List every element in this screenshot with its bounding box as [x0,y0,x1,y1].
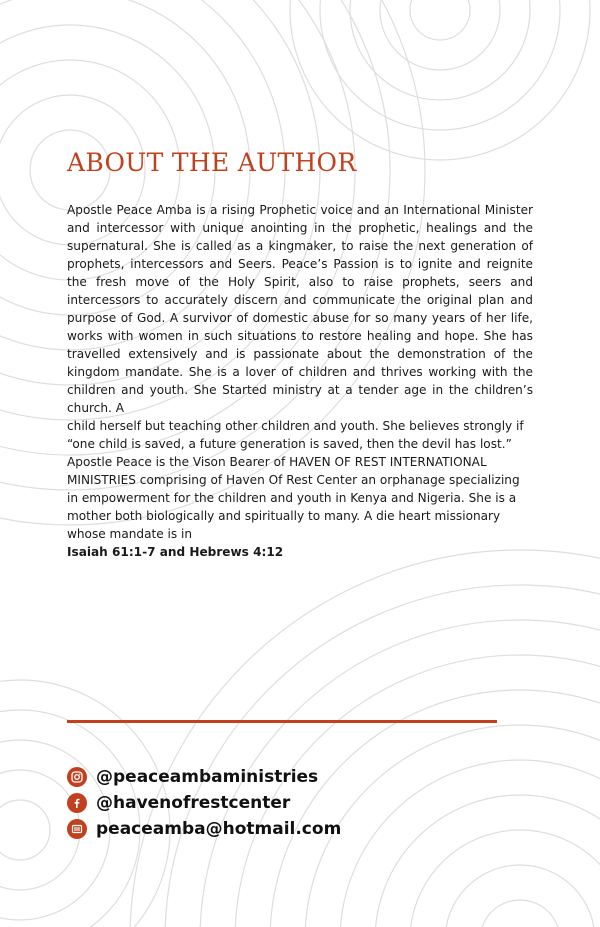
contact-list [67,764,341,842]
instagram-handle: @peaceambaministries [96,767,319,787]
divider [67,720,497,723]
contact-instagram[interactable] [67,764,341,790]
facebook-icon [67,793,87,813]
contact-email[interactable] [67,816,341,842]
facebook-handle: @havenofrestcenter [96,793,291,813]
email-icon [67,819,87,839]
scripture-reference: Isaiah 61:1-7 and Hebrews 4:12 [67,545,284,559]
bio-paragraph: child herself but teaching other children and youth. She believes strongly if “one child is saved, a future generation is saved, then the devil has lost.” Apostle Peace is the Vison Bearer of HAVEN OF REST INTERNATIONAL MINISTRIES comprising of Haven Of Rest Center an orphanage specializing in empowerment for the children and youth in Kenya and Nigeria. She is a mother both biologically and spiritually to many. A die heart missionary whose mandate is in [67,419,524,541]
author-bio [67,201,533,561]
contact-facebook[interactable] [67,790,341,816]
email-address: peaceamba@hotmail.com [96,819,342,839]
page-title: ABOUT THE AUTHOR [67,148,357,177]
instagram-icon [67,767,87,787]
bio-paragraph: Apostle Peace Amba is a rising Prophetic voice and an International Minister and intercessor with unique anointing in the prophetic, healings and the supernatural. She is called as a kingmaker, to raise the next generation of prophets, intercessors and Seers. Peace’s Passion is to ignite and reignite the fresh move of the Holy Spirit, also to raise prophets, seers and intercessors to accurately discern and communicate the original plan and purpose of God. A survivor of domestic abuse for so many years of her life, works with women in such situations to restore healing and hope. She has travelled extensively and is passionate about the demonstration of the kingdom mandate. She is a lover of children and thrives working with the children and youth. She Started ministry at a tender age in the children’s church. A [67,203,533,415]
